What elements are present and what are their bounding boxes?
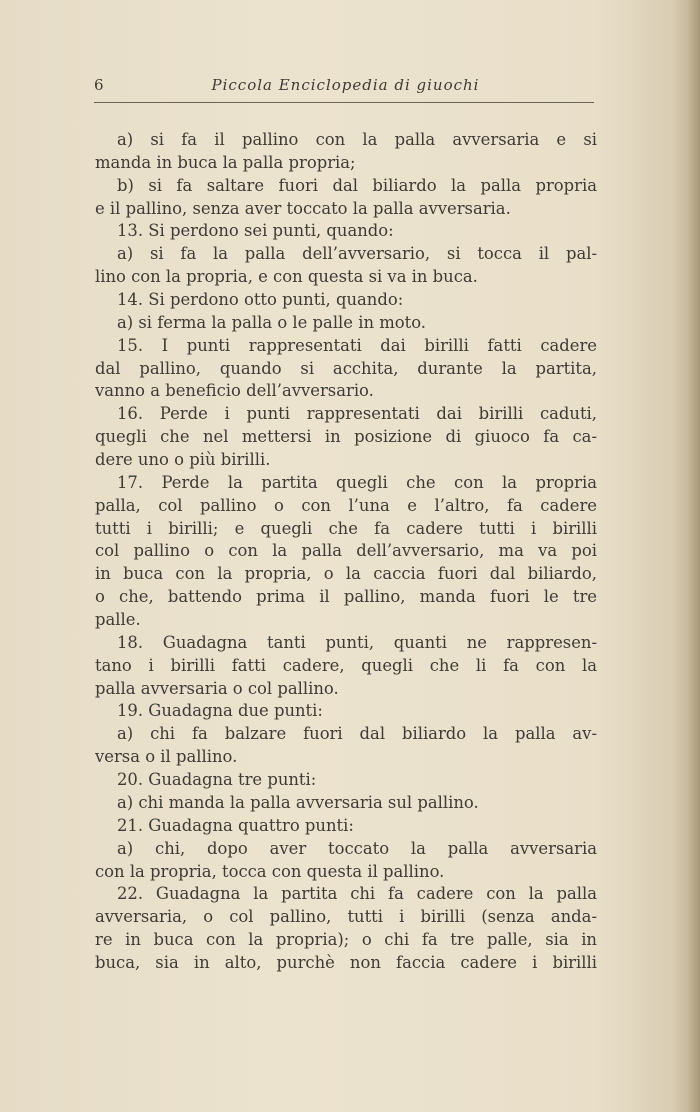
page-number: 6	[94, 76, 104, 94]
text-line: versa o il pallino.	[95, 747, 238, 767]
text-line: 15. I punti rappresentati dai birilli fatti cadere	[117, 335, 597, 355]
running-header	[94, 76, 597, 96]
text-line: col pallino o con la palla dell’avversario, ma va poi	[95, 541, 597, 561]
text-line: manda in buca la palla propria;	[95, 152, 356, 172]
text-line: vanno a beneficio dell’avversario.	[95, 381, 374, 401]
text-line: re in buca con la propria); o chi fa tre palle, sia in	[95, 930, 597, 950]
text-line: 19. Guadagna due punti:	[117, 701, 323, 721]
text-line: o che, battendo prima il pallino, manda fuori le tre	[95, 587, 597, 607]
text-line: avversaria, o col pallino, tutti i birilli (senza anda-	[95, 907, 597, 927]
text-line: lino con la propria, e con questa si va in buca.	[95, 267, 478, 287]
text-line: a) si fa il pallino con la palla avversaria e si	[117, 130, 597, 149]
text-line: con la propria, tocca con questa il pallino.	[95, 861, 445, 881]
text-line: 14. Si perdono otto punti, quando:	[117, 290, 404, 310]
running-title: Piccola Enciclopedia di giuochi	[211, 76, 480, 94]
text-line: palla, col pallino o con l’una e l’altro, fa cadere	[95, 495, 597, 515]
text-line: tano i birilli fatti cadere, quegli che li fa con la	[95, 655, 597, 675]
text-line: e il pallino, senza aver toccato la palla avversaria.	[95, 198, 511, 218]
page-edge-shadow	[686, 0, 700, 1112]
text-line: 13. Si perdono sei punti, quando:	[117, 221, 394, 241]
text-line: b) si fa saltare fuori dal biliardo la palla propria	[117, 175, 597, 195]
header-rule	[94, 102, 594, 103]
text-line: in buca con la propria, o la caccia fuori dal biliardo,	[95, 564, 597, 584]
text-line: a) chi, dopo aver toccato la palla avversaria	[117, 838, 597, 858]
text-line: a) chi manda la palla avversaria sul pallino.	[117, 792, 479, 812]
text-line: 16. Perde i punti rappresentati dai birilli caduti,	[117, 404, 597, 424]
text-line: palle.	[95, 610, 141, 630]
text-line: palla avversaria o col pallino.	[95, 678, 339, 698]
text-line: dere uno o più birilli.	[95, 450, 271, 470]
text-line: 21. Guadagna quattro punti:	[117, 815, 354, 835]
text-line: 17. Perde la partita quegli che con la propria	[117, 472, 597, 492]
text-line: a) chi fa balzare fuori dal biliardo la palla av-	[117, 724, 597, 744]
text-line: 20. Guadagna tre punti:	[117, 770, 317, 790]
body-text	[95, 129, 597, 975]
text-line: 18. Guadagna tanti punti, quanti ne rappresen-	[117, 632, 597, 652]
text-line: tutti i birilli; e quegli che fa cadere tutti i birilli	[95, 518, 597, 538]
text-line: a) si ferma la palla o le palle in moto.	[117, 312, 427, 332]
text-line: buca, sia in alto, purchè non faccia cadere i birilli	[95, 952, 597, 972]
text-line: dal pallino, quando si acchita, durante la partita,	[95, 358, 597, 378]
text-line: 22. Guadagna la partita chi fa cadere con la palla	[117, 884, 597, 904]
text-line: a) si fa la palla dell’avversario, si tocca il pal-	[117, 244, 597, 264]
text-line: quegli che nel mettersi in posizione di giuoco fa ca-	[95, 427, 597, 447]
